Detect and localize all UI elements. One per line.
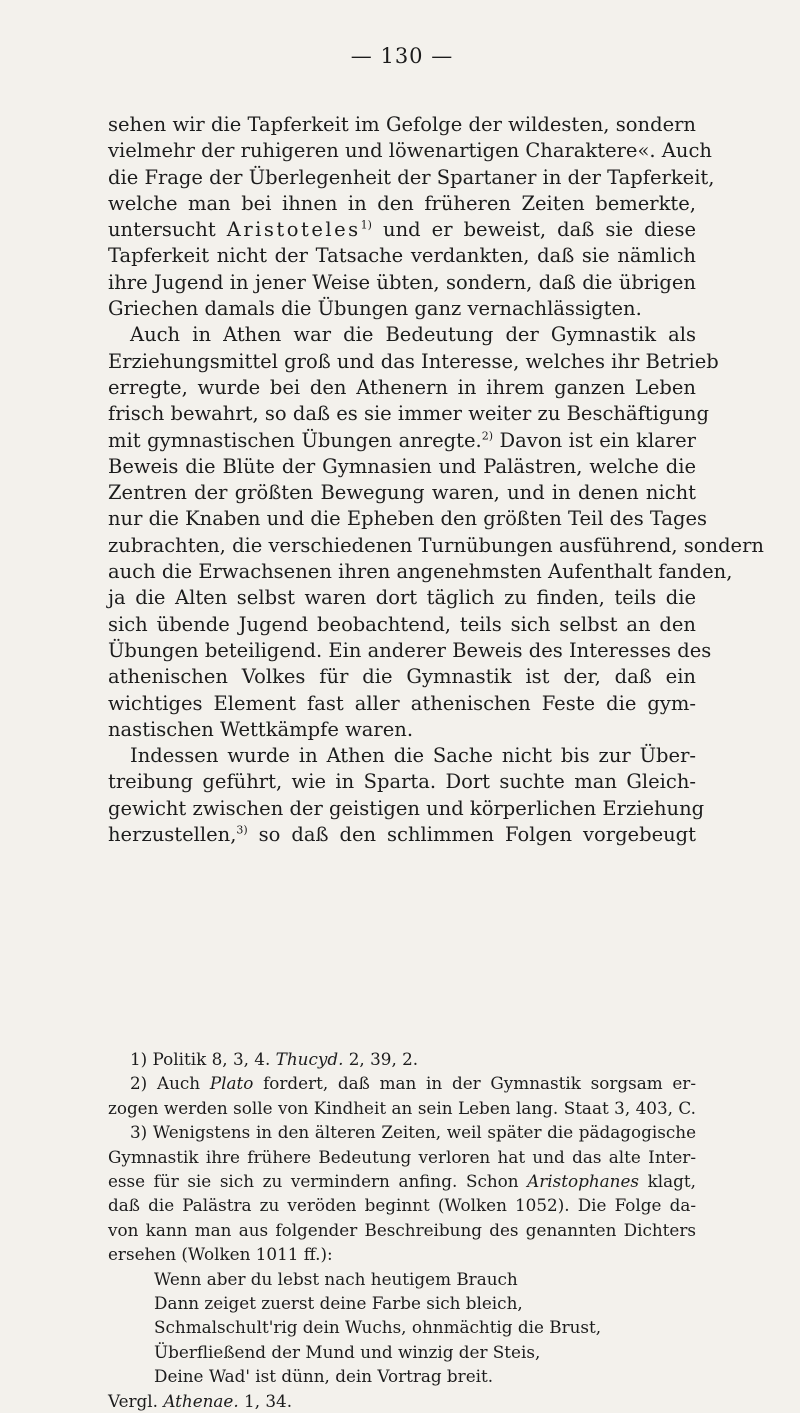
footnote-ref: 1): [360, 218, 372, 232]
footnote-line: Gymnastik ihre frühere Bedeutung verloren hat und das alte Inter-: [108, 1146, 696, 1167]
footnote-line: ersehen (Wolken 1011 ff.):: [108, 1244, 333, 1265]
text-line: nur die Knaben und die Epheben den größten Teil des Tages: [108, 507, 708, 531]
text-line: auch die Erwachsenen ihren angenehmsten Aufenthalt fanden,: [108, 560, 733, 584]
text-line: Indessen wurde in Athen die Sache nicht bis zur Über-: [130, 744, 696, 768]
text-line: Beweis die Blüte der Gymnasien und Palästren, welche die: [108, 454, 696, 478]
footnote-line: esse für sie sich zu vermindern anfing. Schon Aristophanes klagt,: [108, 1171, 696, 1192]
text-line: athenischen Volkes für die Gymnastik ist der, daß ein: [108, 665, 696, 689]
footnote-line: von kann man aus folgender Beschreibung des genannten Dichters: [108, 1219, 696, 1240]
text-line: gewicht zwischen der geistigen und körperlichen Erziehung: [108, 796, 705, 820]
text-line: Übungen beteiligend. Ein anderer Beweis des Interesses des: [108, 638, 712, 662]
text-line: erregte, wurde bei den Athenern in ihrem ganzen Leben: [108, 375, 696, 399]
text-line: sehen wir die Tapferkeit im Gefolge der wildesten, sondern: [108, 113, 696, 136]
italic-ref: Aristophanes: [527, 1171, 640, 1192]
verse-line: Schmalschult'rig dein Wuchs, ohnmächtig die Brust,: [154, 1317, 602, 1338]
text-line: Zentren der größten Bewegung waren, und in denen nicht: [108, 481, 696, 505]
text-line: Tapferkeit nicht der Tatsache verdankten, daß sie nämlich: [108, 244, 696, 268]
page-number: — 130 —: [350, 44, 454, 68]
text-line: welche man bei ihnen in den früheren Zeiten bemerkte,: [108, 191, 696, 215]
text-line: ihre Jugend in jener Weise übten, sondern, daß die übrigen: [108, 270, 696, 294]
text-line: die Frage der Überlegenheit der Spartaner in der Tapferkeit,: [108, 165, 715, 189]
italic-ref: Athenae.: [163, 1390, 239, 1411]
text-line: Griechen damals die Übungen ganz vernachlässigten.: [108, 297, 642, 321]
text-line: ja die Alten selbst waren dort täglich zu finden, teils die: [108, 586, 696, 610]
verse-line: Überfließend der Mund und winzig der Steis,: [154, 1341, 541, 1362]
spaced-name: Aristoteles: [226, 218, 361, 242]
footnote-ref: 2): [481, 429, 494, 443]
text-line: vielmehr der ruhigeren und löwenartigen Charaktere«. Auch: [108, 139, 712, 163]
main-text: [108, 112, 764, 848]
text-line: untersucht Aristoteles$^{1)}$ und er beweist, daß sie diese: [108, 218, 696, 242]
text-line: frisch bewahrt, so daß es sie immer weiter zu Beschäftigung: [108, 402, 709, 426]
verse-line: Wenn aber du lebst nach heutigem Brauch: [154, 1268, 518, 1289]
verse-line: Dann zeiget zuerst deine Farbe sich bleich,: [154, 1293, 523, 1314]
footnote-line: 2) Auch Plato fordert, daß man in der Gymnastik sorgsam er-: [130, 1073, 696, 1094]
footnotes: [108, 1047, 696, 1413]
footnote-line: daß die Palästra zu veröden beginnt (Wolken 1052). Die Folge da-: [108, 1195, 696, 1216]
text-line: mit gymnastischen Übungen anregte.$^{2)}$ Davon ist ein klarer: [108, 428, 696, 452]
italic-ref: Thucyd.: [275, 1049, 344, 1069]
text-line: herzustellen,$^{3)}$ so daß den schlimmen Folgen vorgebeugt: [108, 823, 696, 847]
text-line: nastischen Wettkämpfe waren.: [108, 717, 414, 741]
footnote-line: Vergl. Athenae. 1, 34.: [108, 1390, 293, 1411]
text-line: treibung geführt, wie in Sparta. Dort suchte man Gleich-: [108, 770, 696, 794]
italic-ref: Plato: [209, 1073, 254, 1094]
text-line: Auch in Athen war die Bedeutung der Gymnastik als: [130, 323, 696, 347]
verse-line: Deine Wad' ist dünn, dein Vortrag breit.: [154, 1366, 494, 1387]
footnote-line: zogen werden solle von Kindheit an sein Leben lang. Staat 3, 403, C.: [108, 1097, 696, 1118]
text-line: Erziehungsmittel groß und das Interesse, welches ihr Betrieb: [108, 349, 719, 373]
footnote-line: 3) Wenigstens in den älteren Zeiten, weil später die pädagogische: [130, 1122, 696, 1143]
footnote-line: 1) Politik 8, 3, 4. Thucyd. 2, 39, 2.: [130, 1049, 419, 1069]
text-line: sich übende Jugend beobachtend, teils sich selbst an den: [108, 612, 696, 636]
text-line: wichtiges Element fast aller athenischen Feste die gym-: [108, 691, 696, 715]
text-line: zubrachten, die verschiedenen Turnübungen ausführend, sondern: [108, 533, 764, 557]
footnote-ref: 3): [236, 823, 248, 837]
